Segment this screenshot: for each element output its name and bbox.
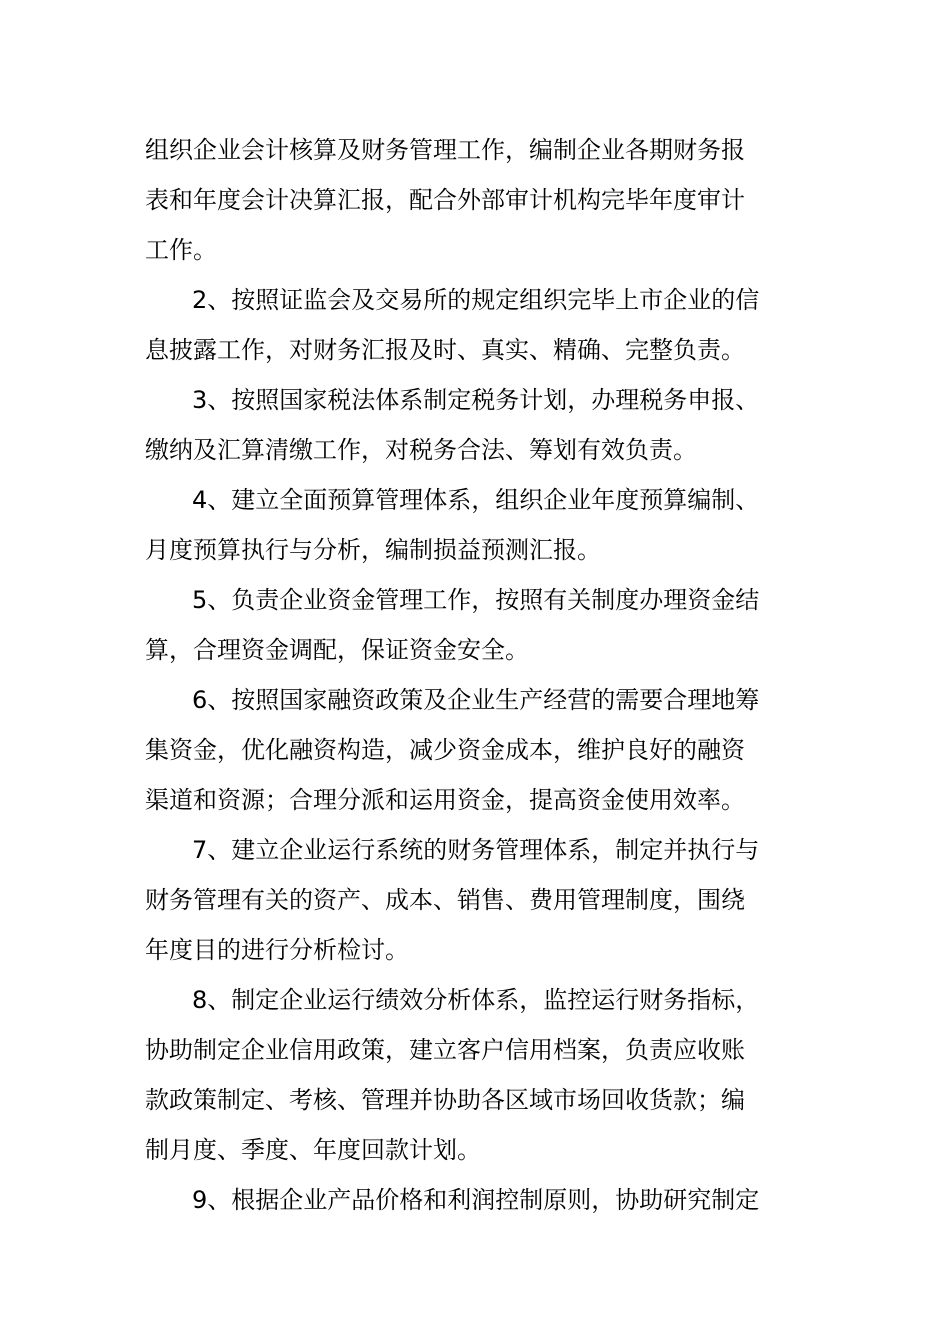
- text-line: 制月度、季度、年度回款计划。: [145, 1136, 481, 1164]
- text-line-item-3-start: 3、按照国家税法体系制定税务计划，办理税务申报、: [192, 386, 760, 414]
- text-line-item-6-start: 6、按照国家融资政策及企业生产经营的需要合理地筹: [192, 686, 760, 714]
- text-line-item-9-start: 9、根据企业产品价格和利润控制原则，协助研究制定: [192, 1186, 760, 1214]
- text-line: 工作。: [145, 236, 217, 264]
- text-line-item-7-start: 7、建立企业运行系统的财务管理体系，制定并执行与: [192, 836, 760, 864]
- text-line-item-4-start: 4、建立全面预算管理体系，组织企业年度预算编制、: [192, 486, 760, 514]
- text-line: 表和年度会计决算汇报，配合外部审计机构完毕年度审计: [145, 186, 745, 214]
- text-line: 年度目的进行分析检讨。: [145, 936, 409, 964]
- text-line-item-8-start: 8、制定企业运行绩效分析体系，监控运行财务指标，: [192, 986, 760, 1014]
- document-body: [145, 125, 810, 1225]
- text-line: 组织企业会计核算及财务管理工作，编制企业各期财务报: [145, 136, 745, 164]
- text-line: 款政策制定、考核、管理并协助各区域市场回收货款；编: [145, 1086, 745, 1114]
- text-line: 息披露工作，对财务汇报及时、真实、精确、完整负责。: [145, 336, 745, 364]
- text-line: 算，合理资金调配，保证资金安全。: [145, 636, 529, 664]
- text-line: 财务管理有关的资产、成本、销售、费用管理制度，围绕: [145, 886, 745, 914]
- text-line: 协助制定企业信用政策，建立客户信用档案，负责应收账: [145, 1036, 745, 1064]
- text-line-item-2-start: 2、按照证监会及交易所的规定组织完毕上市企业的信: [192, 286, 760, 314]
- text-line: 缴纳及汇算清缴工作，对税务合法、筹划有效负责。: [145, 436, 697, 464]
- text-line: 月度预算执行与分析，编制损益预测汇报。: [145, 536, 601, 564]
- text-line: 渠道和资源；合理分派和运用资金，提高资金使用效率。: [145, 786, 745, 814]
- text-line: 集资金，优化融资构造，减少资金成本，维护良好的融资: [145, 736, 745, 764]
- text-line-item-5-start: 5、负责企业资金管理工作，按照有关制度办理资金结: [192, 586, 760, 614]
